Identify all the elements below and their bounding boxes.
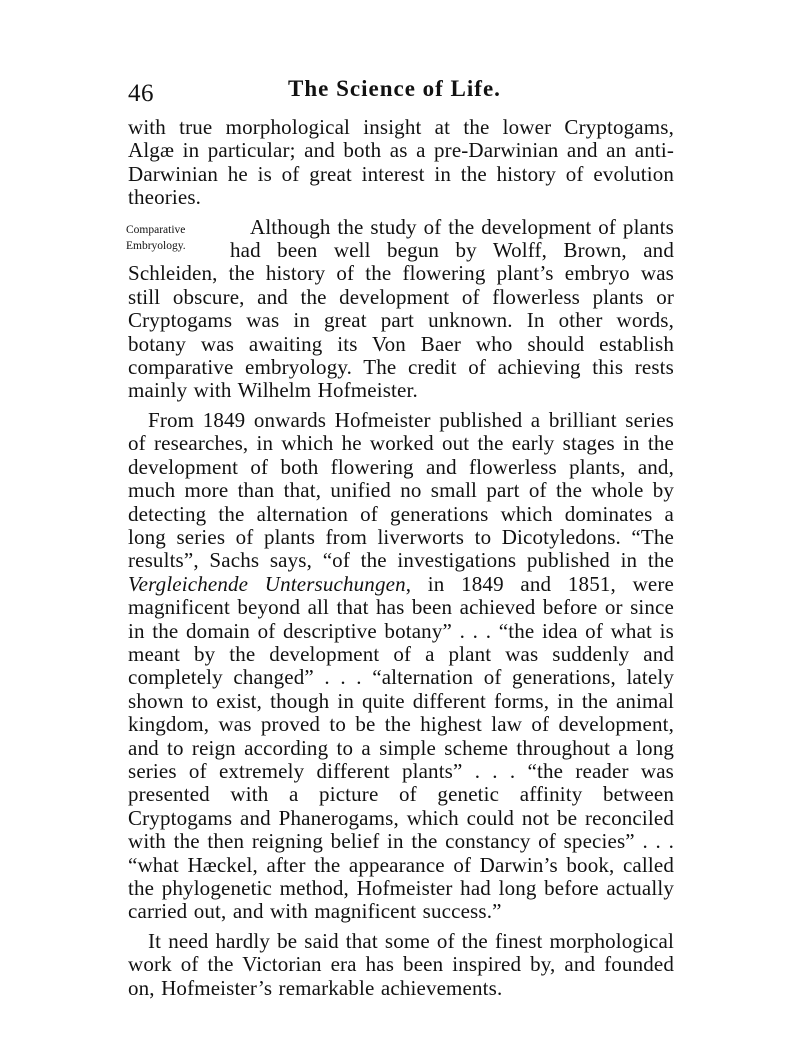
paragraph-hofmeister [128,409,674,924]
page-number: 46 [128,80,154,107]
margin-note [126,222,226,254]
paragraph-text: Although the study of the development of plants had been well begun by Wolff, Brown, and Schleiden, the history of the flowering plant’s embryo was still obscure, and the development of flowerless plants or Cryptogams was in great part unknown. In other words, botany was awaiting its Von Baer who should establish comparative embryology. The credit of achieving this rests mainly with Wilhelm Hofmeister. [128,214,674,403]
margin-note-line: Embryology. [126,239,186,252]
margin-note-line: Comparative [126,223,186,236]
paragraph-text: From 1849 onwards Hofmeister published a brilliant series of researches, in which he worked out the early stages in the development of both flowering and flowerless plants, and, much more than that, unified no small part of the whole by detecting the alternation of generations which dominates a long series of plants from liverworts to Dicotyledons. “The results”, Sachs says, “of the investigations published in the [128,407,674,573]
body-text [128,116,674,1000]
paragraph-conclusion: It need hardly be said that some of the finest morphological work of the Victorian era has been inspired by, and founded on, Hofmeister’s remarkable achievements. [128,928,674,1000]
book-page [128,72,674,1006]
running-title: The Science of Life. [288,76,501,101]
book-title-italic: Vergleichende Untersuchungen [128,571,406,596]
running-head [128,72,674,116]
paragraph-continuation: with true morphological insight at the lower Cryptogams, Algæ in particular; and both as a pre-Darwinian and an anti-Darwinian he is of great interest in the history of evolution theories. [128,115,674,210]
paragraph-text: , in 1849 and 1851, were magnificent beyond all that has been achieved before or since in the domain of descriptive botany” . . . “the idea of what is meant by the development of a plant was suddenly and completely changed” . . . “alternation of generations, lately shown to exist, though in quite different forms, in the animal kingdom, was proved to be the highest law of development, and to reign according to a simple scheme throughout a long series of extremely different plants” . . . “the reader was presented with a picture of genetic affinity between Cryptogams and Phanerogams, which could not be reconciled with the then reigning belief in the constancy of species” . . . “what Hæckel, after the appearance of Darwin’s book, called the phylogenetic method, Hofmeister had long before actually carried out, and with magnificent success.” [128,571,674,924]
paragraph-embryology [128,216,674,403]
